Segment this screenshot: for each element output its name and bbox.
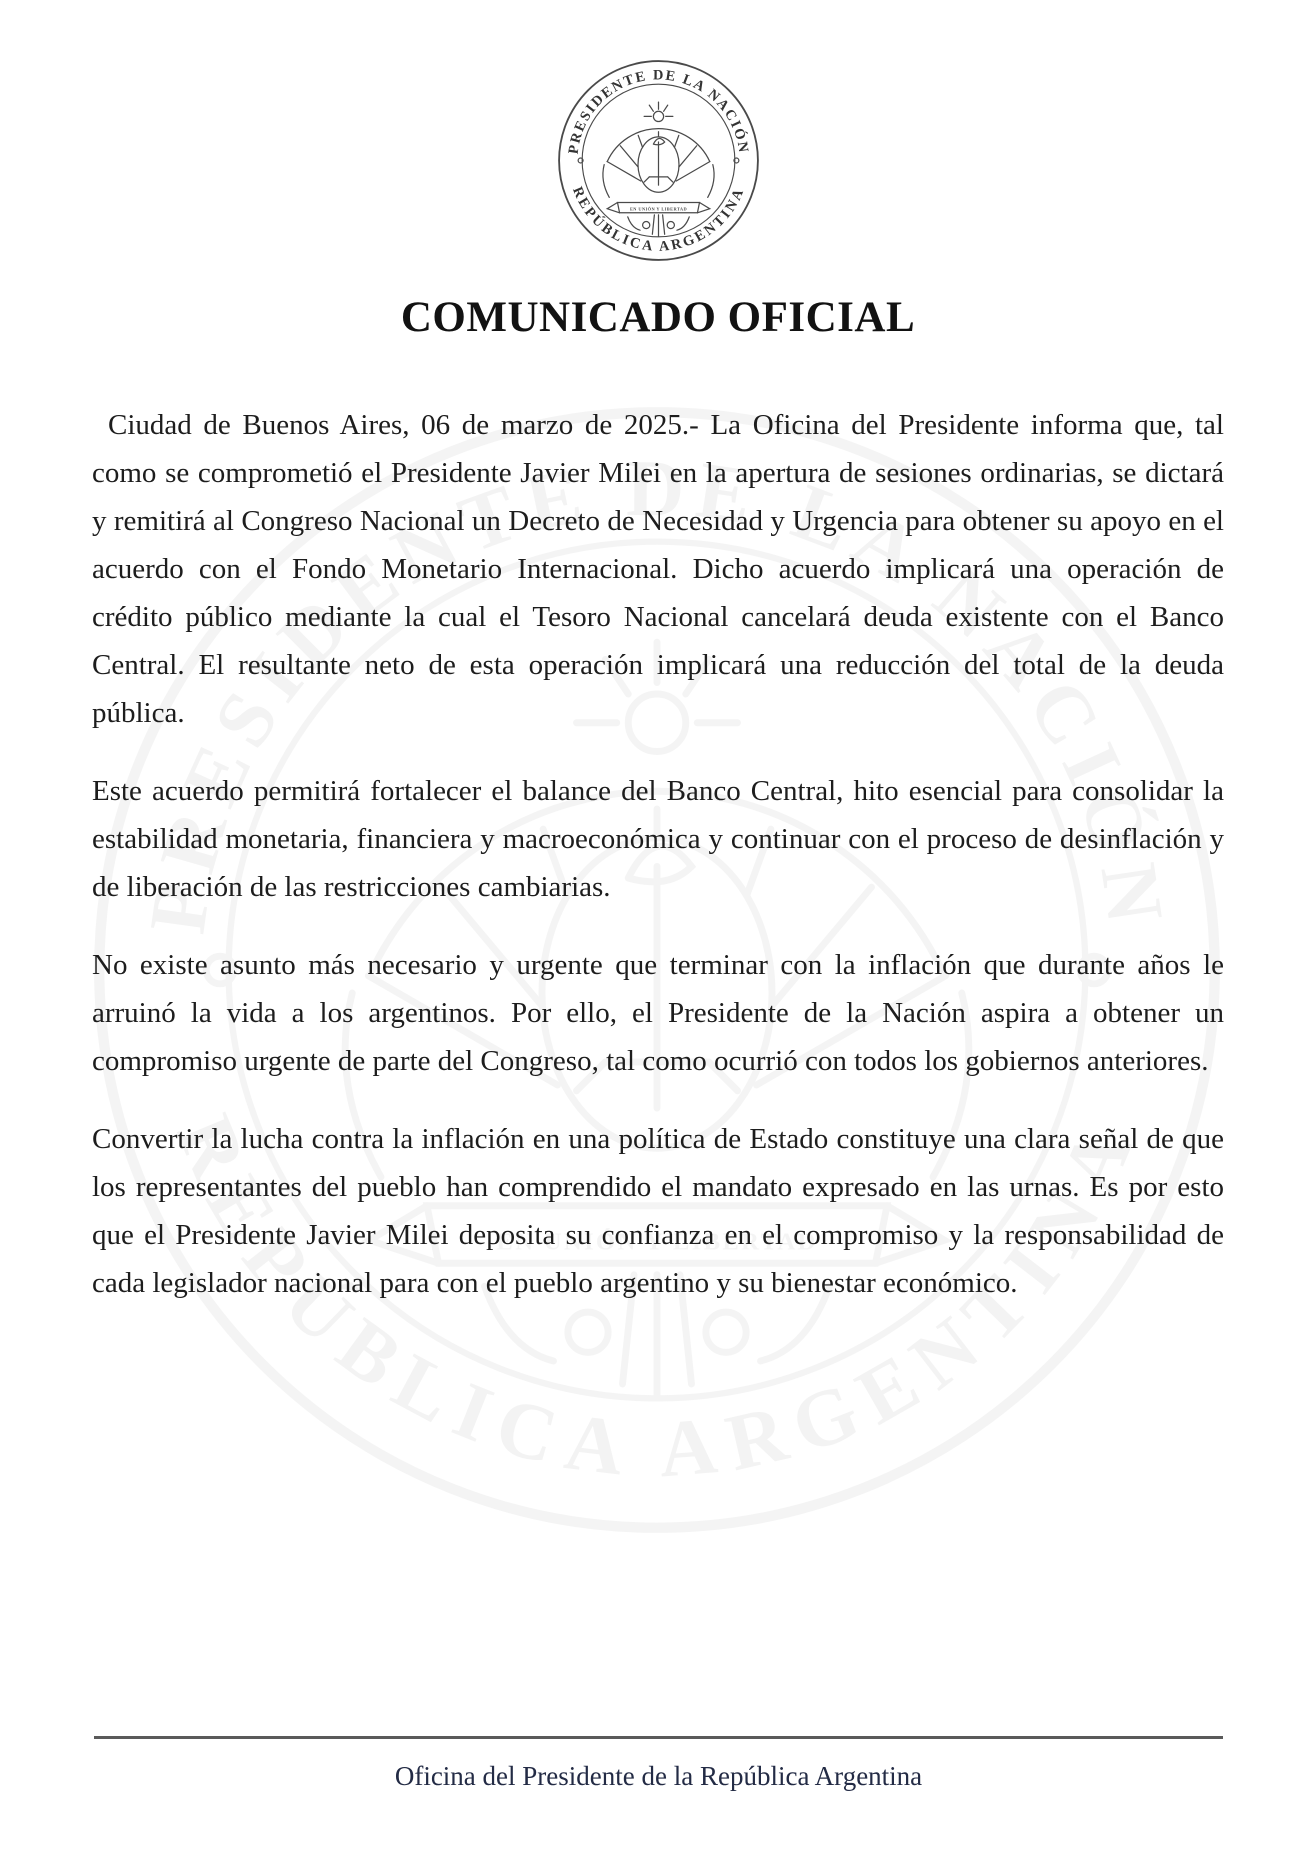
communique-body (92, 401, 1224, 1307)
paragraph-1: Ciudad de Buenos Aires, 06 de marzo de 2025.- La Oficina del Presidente informa que, tal como se comprometió el Presidente Javier Milei en la apertura de sesiones ordinarias, se dictará y remitirá al Congreso Nacional un Decreto de Necesidad y Urgencia para obtener su apoyo en el acuerdo con el Fondo Monetario Internacional. Dicho acuerdo implicará una operación de crédito público mediante la cual el Tesoro Nacional cancelará deuda existente con el Banco Central. El resultante neto de esta operación implicará una reducción del total de la deuda pública. (92, 409, 1224, 729)
page-title: COMUNICADO OFICIAL (400, 294, 916, 341)
presidential-seal-icon (556, 58, 761, 263)
shield-icon (638, 137, 679, 192)
ribbon-icon (607, 203, 710, 213)
sun-icon (644, 102, 673, 121)
seal-bottom-caption: REPÚBLICA ARGENTINA (568, 184, 748, 255)
footer-divider (94, 1736, 1223, 1739)
seal-motto: EN UNIÓN Y LIBERTAD (629, 206, 687, 212)
trophies-icon (627, 215, 689, 237)
footer (94, 1736, 1223, 1794)
paragraph-3: No existe asunto más necesario y urgente que terminar con la inflación que durante años le arruinó la vida a los argentinos. Por ello, el Presidente de la Nación aspira a obtener un compromiso urgente de parte del Congreso, tal como ocurrió con todos los gobiernos anteriores. (92, 949, 1224, 1077)
footer-office-label: Oficina del Presidente de la República Argentina (394, 1761, 923, 1791)
paragraph-4: Convertir la lucha contra la inflación en una política de Estado constituye una clara señal de que los representantes del pueblo han comprendido el mandato expresado en las urnas. Es por esto que el Presidente Javier Milei deposita su confianza en el compromiso y la responsabilidad de cada legislador nacional para con el pueblo argentino y su bienestar económico. (92, 1123, 1224, 1299)
paragraph-2: Este acuerdo permitirá fortalecer el balance del Banco Central, hito esencial para consolidar la estabilidad monetaria, financiera y macroeconómica y continuar con el proceso de desinflación y de liberación de las restricciones cambiarias. (92, 775, 1224, 903)
seal-top-caption: PRESIDENTE DE LA NACIÓN (565, 67, 751, 156)
